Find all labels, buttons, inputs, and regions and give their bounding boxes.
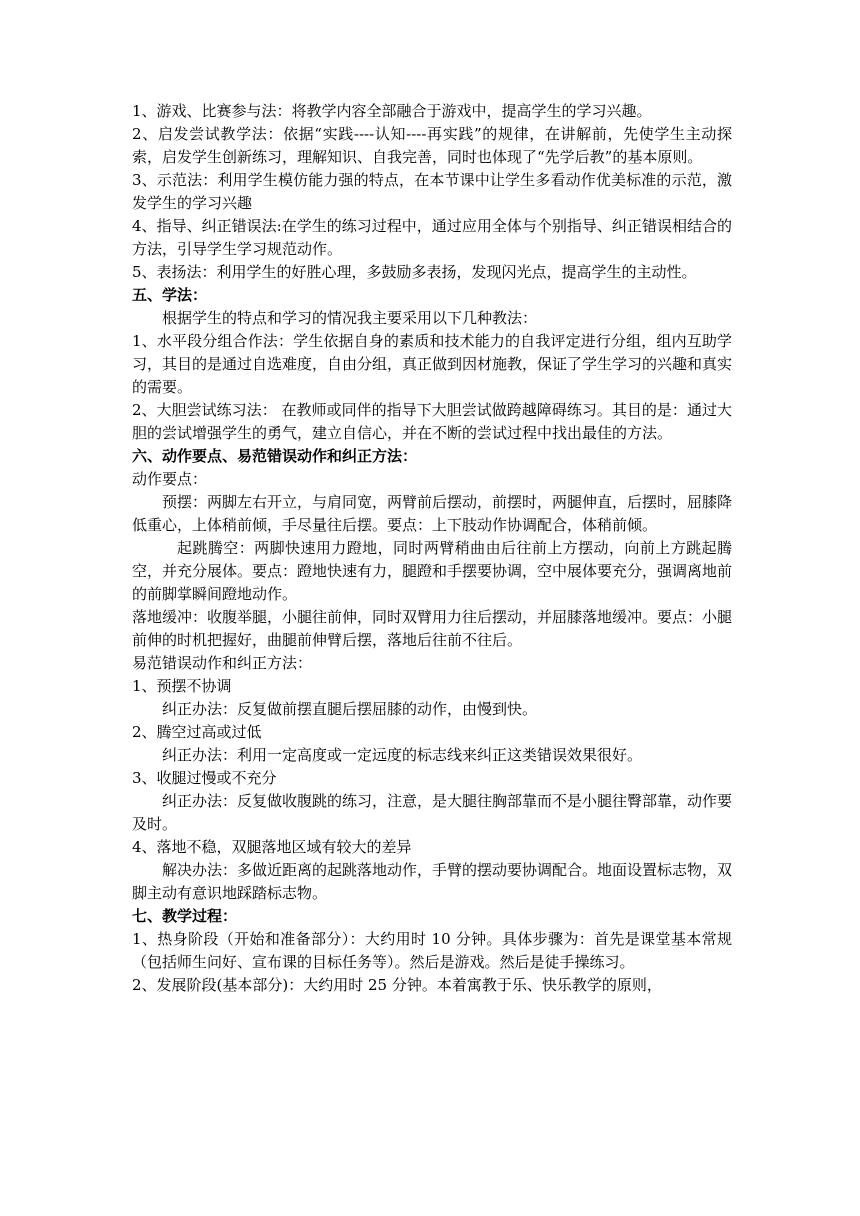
paragraph-process-2: 2、发展阶段(基本部分)：大约用时 25 分钟。本着寓教于乐、快乐教学的原则， xyxy=(132,976,662,994)
paragraph-preswing: 预摆：两脚左右开立，与肩同宽，两臂前后摆动，前摆时，两腿伸直，后摆时，屈膝降低重心，上体稍前倾，手尽量往后摆。要点：上下肢动作协调配合，体稍前倾。 xyxy=(132,493,733,534)
paragraph-error-3: 3、收腿过慢或不充分 xyxy=(132,769,277,787)
paragraph-learning-2: 2、大胆尝试练习法： 在教师或同伴的指导下大胆尝试做跨越障碍练习。其目的是：通过大胆的尝试增强学生的勇气，建立自信心，并在不断的尝试过程中找出最佳的方法。 xyxy=(132,401,732,442)
paragraph-method-3: 3、示范法：利用学生模仿能力强的特点，在本节课中让学生多看动作优美标准的示范，激发学生的学习兴趣 xyxy=(132,171,732,212)
section-heading-6: 六、动作要点、易范错误动作和纠正方法： xyxy=(132,447,418,465)
paragraph-method-2: 2、启发尝试教学法：依据“实践----认知----再实践”的规律，在讲解前，先使学生主动探索，启发学生创新练习，理解知识、自我完善，同时也体现了“先学后教”的基本原则。 xyxy=(132,125,732,166)
paragraph-fix-2: 纠正办法：利用一定高度或一定远度的标志线来纠正这类错误效果很好。 xyxy=(162,746,643,764)
paragraph-error-1: 1、预摆不协调 xyxy=(132,677,232,695)
paragraph-process-1: 1、热身阶段（开始和准备部分）：大约用时 10 分钟。具体步骤为：首先是课堂基本常规（包括师生问好、宣布课的目标任务等）。然后是游戏。然后是徒手操练习。 xyxy=(132,930,732,971)
paragraph-learning-intro: 根据学生的特点和学习的情况我主要采用以下几种教法： xyxy=(162,309,538,327)
paragraph-error-4: 4、落地不稳，双腿落地区域有较大的差异 xyxy=(132,838,412,856)
section-heading-7: 七、教学过程： xyxy=(132,907,238,925)
section-heading-5: 五、学法： xyxy=(132,286,208,304)
paragraph-landing: 落地缓冲：收腹举腿，小腿往前伸，同时双臂用力往后摆动，并屈膝落地缓冲。要点：小腿前伸的时机把握好，曲腿前伸臂后摆，落地后往前不往后。 xyxy=(132,608,733,649)
paragraph-method-5: 5、表扬法：利用学生的好胜心理，多鼓励多表扬，发现闪光点，提高学生的主动性。 xyxy=(132,263,697,281)
paragraph-error-2: 2、腾空过高或过低 xyxy=(132,723,262,741)
paragraph-fix-3: 纠正办法：反复做收腹跳的练习，注意，是大腿往胸部靠而不是小腿往臀部靠，动作要及时。 xyxy=(132,792,733,833)
paragraph-learning-1: 1、水平段分组合作法：学生依据自身的素质和技术能力的自我评定进行分组，组内互助学习，其目的是通过自选难度，自由分组，真正做到因材施教，保证了学生学习的兴趣和真实的需要。 xyxy=(132,332,733,396)
paragraph-fix-4: 解决办法：多做近距离的起跳落地动作，手臂的摆动要协调配合。地面设置标志物，双脚主动有意识地踩踏标志物。 xyxy=(132,861,733,902)
paragraph-method-4: 4、指导、纠正错误法:在学生的练习过程中，通过应用全体与个别指导、纠正错误相结合的方法，引导学生学习规范动作。 xyxy=(132,217,732,258)
document-page xyxy=(132,100,732,997)
paragraph-key-points-label: 动作要点： xyxy=(132,470,208,488)
paragraph-method-1: 1、游戏、比赛参与法：将教学内容全部融合于游戏中，提高学生的学习兴趣。 xyxy=(132,102,652,120)
paragraph-errors-label: 易范错误动作和纠正方法： xyxy=(132,654,313,672)
paragraph-takeoff: 起跳腾空：两脚快速用力蹬地，同时两臂稍曲由后往前上方摆动，向前上方跳起腾空，并充分展体。要点：蹬地快速有力，腿蹬和手摆要协调，空中展体要充分，强调离地前的前脚掌瞬间蹬地动作。 xyxy=(132,539,733,603)
paragraph-fix-1: 纠正办法：反复做前摆直腿后摆屈膝的动作，由慢到快。 xyxy=(162,700,538,718)
